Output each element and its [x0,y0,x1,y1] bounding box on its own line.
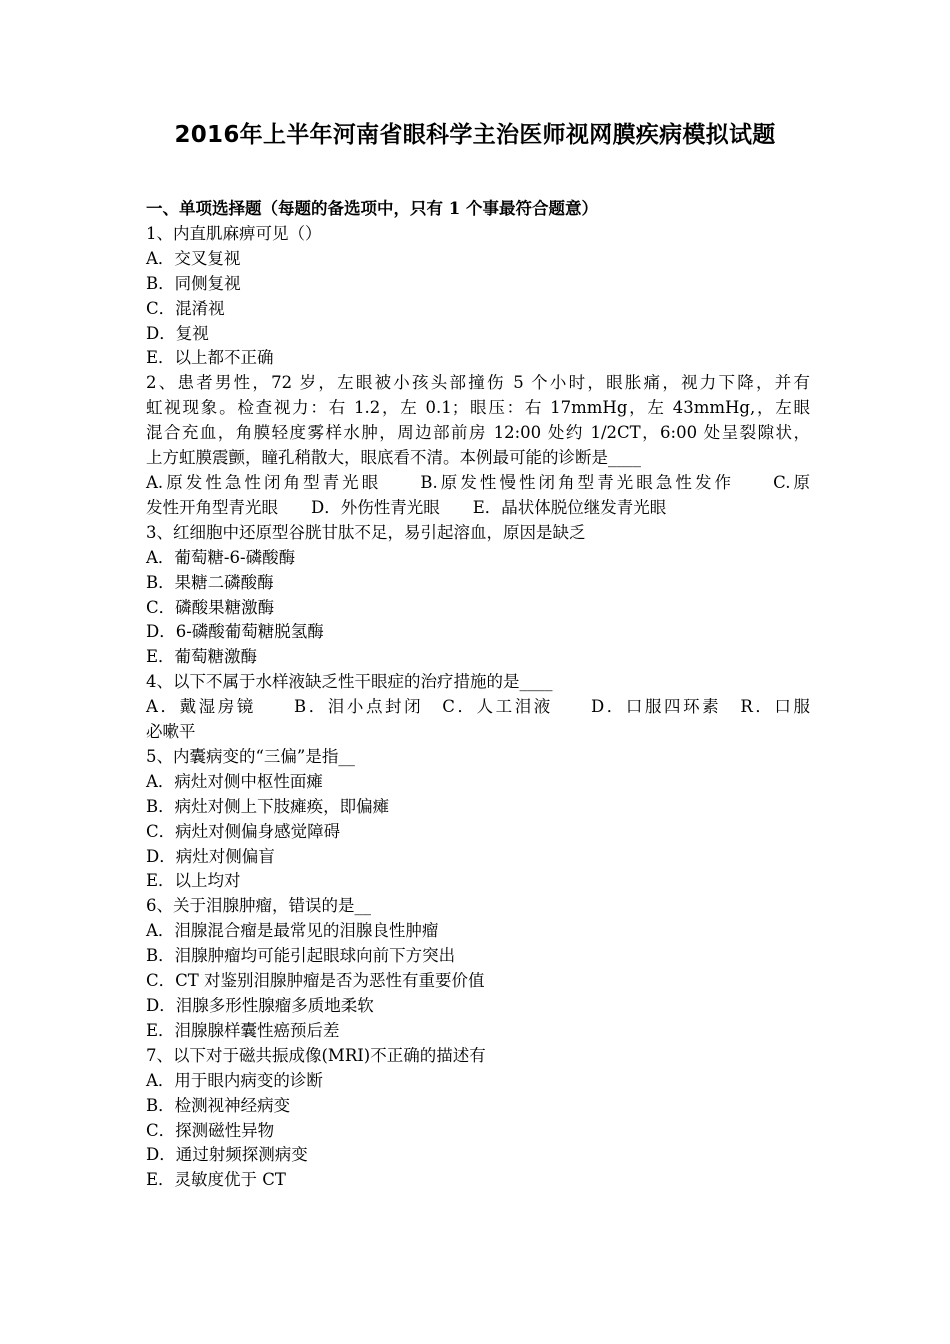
question-stem: 4、以下不属于水样液缺乏性干眼症的治疗措施的是____ [146,672,553,692]
option-e: E．泪腺腺样囊性癌预后差 [146,1020,340,1040]
options-line: 必嗽平 [146,722,196,742]
document-title: 2016年上半年河南省眼科学主治医师视网膜疾病模拟试题 [174,122,776,148]
option-d: D．泪腺多形性腺瘤多质地柔软 [146,996,374,1015]
question-4 [146,670,810,745]
question-stem-line: 混合充血，角膜轻度雾样水肿，周边部前房 12:00 处约 1/2CT，6:00 处呈裂隙状， [146,423,810,443]
option-a: A．病灶对侧中枢性面瘫 [146,771,323,791]
question-stem: 6、关于泪腺肿瘤，错误的是__ [146,896,371,916]
question-stem: 3、红细胞中还原型谷胱甘肽不足，易引起溶血，原因是缺乏 [146,522,586,542]
option-b: B．检测视神经病变 [146,1095,291,1115]
option-d: D．通过射频探测病变 [146,1145,308,1165]
document-body [146,197,810,1193]
option-c: C．磷酸果糖激酶 [146,597,275,617]
option-d: D．病灶对侧偏盲 [146,846,275,866]
option-a: A．葡萄糖-6-磷酸酶 [146,547,296,567]
question-7 [146,1044,810,1193]
option-a: A．交叉复视 [146,248,241,268]
question-stem-line: 2、患者男性，72 岁，左眼被小孩头部撞伤 5 个小时，眼胀痛，视力下降，并有 [146,373,810,393]
question-5 [146,745,810,894]
question-stem-line: 虹视现象。检查视力：右 1.2，左 0.1；眼压：右 17mmHg，左 43mmHg,，左眼 [146,398,810,418]
question-stem-line: 上方虹膜震颤，瞳孔稍散大，眼底看不清。本例最可能的诊断是____ [146,448,641,468]
option-b: B．泪腺肿瘤均可能引起眼球向前下方突出 [146,946,456,966]
option-d: D．6-磷酸葡萄糖脱氢酶 [146,622,324,642]
option-a: A．用于眼内病变的诊断 [146,1070,323,1090]
option-d: D．复视 [146,323,209,343]
option-a: A．泪腺混合瘤是最常见的泪腺良性肿瘤 [146,921,439,941]
options-line: 发性开角型青光眼 D．外伤性青光眼 E．晶状体脱位继发青光眼 [146,497,667,517]
option-c: C．CT 对鉴别泪腺肿瘤是否为恶性有重要价值 [146,971,485,991]
question-3 [146,521,810,670]
option-c: C．探测磁性异物 [146,1120,275,1140]
option-e: E．以上均对 [146,871,241,891]
question-stem: 1、内直肌麻痹可见（） [146,223,322,243]
question-1 [146,222,810,371]
question-6 [146,894,810,1043]
section-heading: 一、单项选择题（每题的备选项中，只有 1 个事最符合题意） [146,199,598,218]
options-line: A．戴湿房镜 B．泪小点封闭 C．人工泪液 D．口服四环素 R．口服 [146,697,810,717]
option-b: B．病灶对侧上下肢瘫痪，即偏瘫 [146,796,390,816]
question-stem: 7、以下对于磁共振成像(MRI)不正确的描述有 [146,1045,486,1065]
question-2 [146,371,810,520]
options-line: A.原发性急性闭角型青光眼 B.原发性慢性闭角型青光眼急性发作 C.原 [146,472,810,492]
option-e: E．葡萄糖激酶 [146,647,258,667]
question-stem: 5、内囊病变的“三偏”是指__ [146,746,355,766]
option-e: E．灵敏度优于 CT [146,1170,286,1190]
option-c: C．混淆视 [146,298,225,318]
option-c: C．病灶对侧偏身感觉障碍 [146,821,341,841]
option-b: B．同侧复视 [146,273,241,293]
option-e: E．以上都不正确 [146,348,274,368]
option-b: B．果糖二磷酸酶 [146,572,274,592]
